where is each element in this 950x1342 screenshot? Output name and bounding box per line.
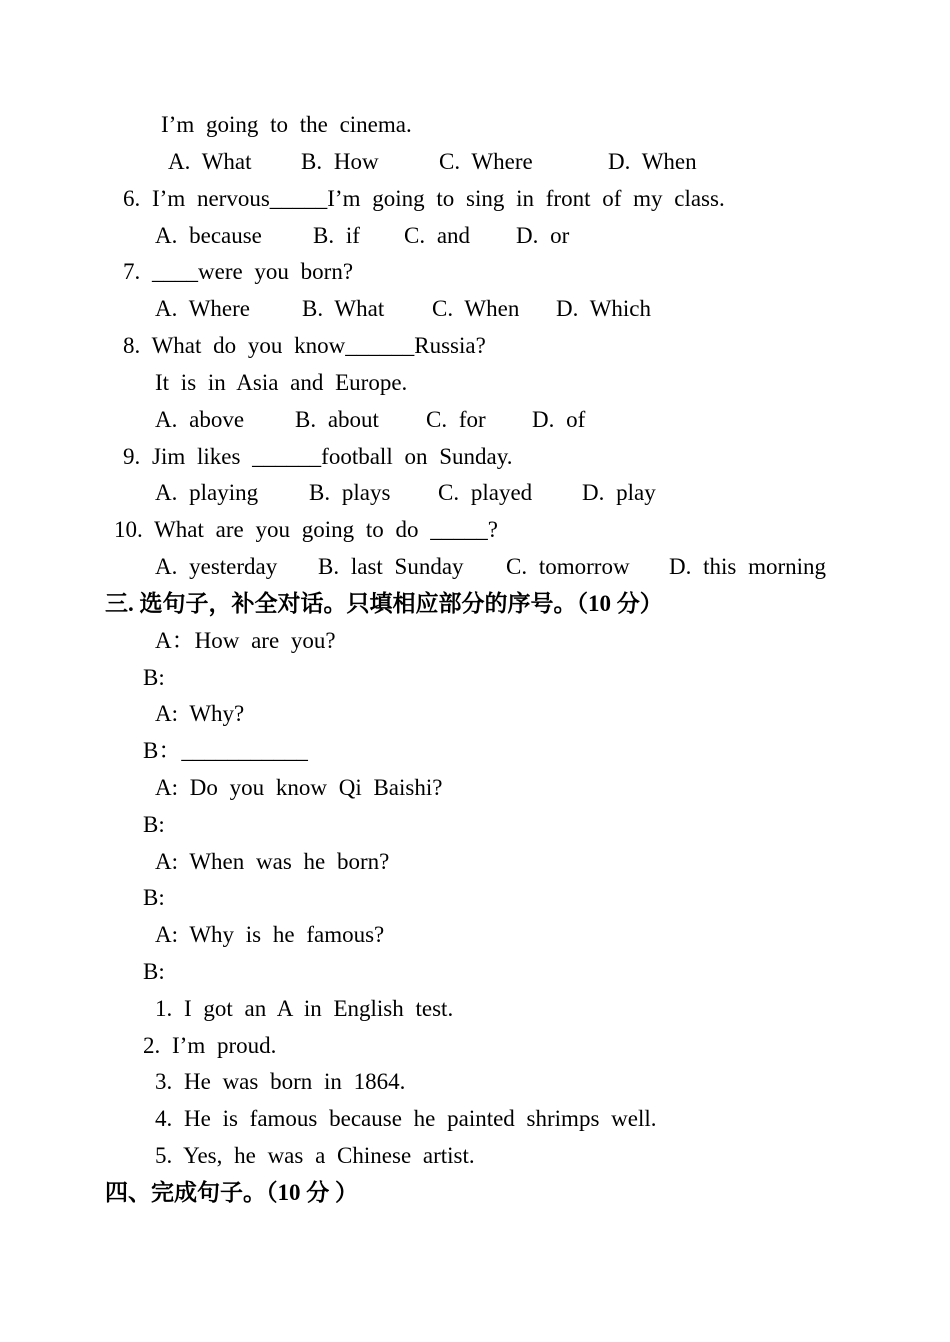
- section-3-heading: 三. 选句子，补全对话。只填相应部分的序号。（10 分）: [105, 591, 663, 616]
- q10-question: 10. What are you going to do _____?: [114, 517, 498, 542]
- q8-option-c: C. for: [426, 407, 486, 432]
- q7-option-c: C. When: [432, 296, 520, 321]
- q9-option-a: A. playing: [155, 480, 259, 505]
- sentence-choice: 3. He was born in 1864.: [155, 1069, 406, 1094]
- dialogue-line: A：How are you?: [155, 628, 336, 653]
- q9-option-d: D. play: [582, 480, 656, 505]
- q5-answer-line: I’m going to the cinema.: [161, 112, 412, 137]
- q6-option-a: A. because: [155, 223, 262, 248]
- dialogue-line: B:: [143, 812, 165, 837]
- q10-option-a: A. yesterday: [155, 554, 278, 579]
- q8-option-a: A. above: [155, 407, 245, 432]
- dialogue-line: A: Do you know Qi Baishi?: [155, 775, 443, 800]
- q10-option-c: C. tomorrow: [506, 554, 630, 579]
- dialogue-line: B：___________: [143, 738, 308, 763]
- q8-option-d: D. of: [532, 407, 586, 432]
- dialogue-line: B:: [143, 959, 165, 984]
- q9-question: 9. Jim likes ______football on Sunday.: [123, 444, 513, 469]
- q8-option-b: B. about: [295, 407, 379, 432]
- dialogue-line: B:: [143, 665, 165, 690]
- dialogue-line: A: Why?: [155, 701, 245, 726]
- q7-option-a: A. Where: [155, 296, 250, 321]
- sentence-choice: 4. He is famous because he painted shrimps well.: [155, 1106, 657, 1131]
- dialogue-line: B:: [143, 885, 165, 910]
- q6-question: 6. I’m nervous_____I’m going to sing in front of my class.: [123, 186, 725, 211]
- q7-option-b: B. What: [302, 296, 385, 321]
- q5-option-a: A. What: [168, 149, 252, 174]
- dialogue-line: A: Why is he famous?: [155, 922, 385, 947]
- q9-option-b: B. plays: [309, 480, 391, 505]
- q7-question: 7. ____were you born?: [123, 259, 354, 284]
- q8-question: 8. What do you know______Russia?: [123, 333, 486, 358]
- q6-option-c: C. and: [404, 223, 471, 248]
- sentence-choice: 5. Yes, he was a Chinese artist.: [155, 1143, 475, 1168]
- q5-option-c: C. Where: [439, 149, 533, 174]
- q6-option-d: D. or: [516, 223, 570, 248]
- q6-option-b: B. if: [313, 223, 360, 248]
- sentence-choice: 1. I got an A in English test.: [155, 996, 454, 1021]
- q10-option-d: D. this morning: [669, 554, 827, 579]
- q9-option-c: C. played: [438, 480, 533, 505]
- q8-answer-line: It is in Asia and Europe.: [155, 370, 408, 395]
- section-4-heading: 四、完成句子。（10 分 ）: [105, 1180, 358, 1205]
- q5-option-d: D. When: [608, 149, 697, 174]
- q10-option-b: B. last Sunday: [318, 554, 464, 579]
- sentence-choice: 2. I’m proud.: [143, 1033, 277, 1058]
- q7-option-d: D. Which: [556, 296, 652, 321]
- q5-option-b: B. How: [301, 149, 379, 174]
- dialogue-line: A: When was he born?: [155, 849, 390, 874]
